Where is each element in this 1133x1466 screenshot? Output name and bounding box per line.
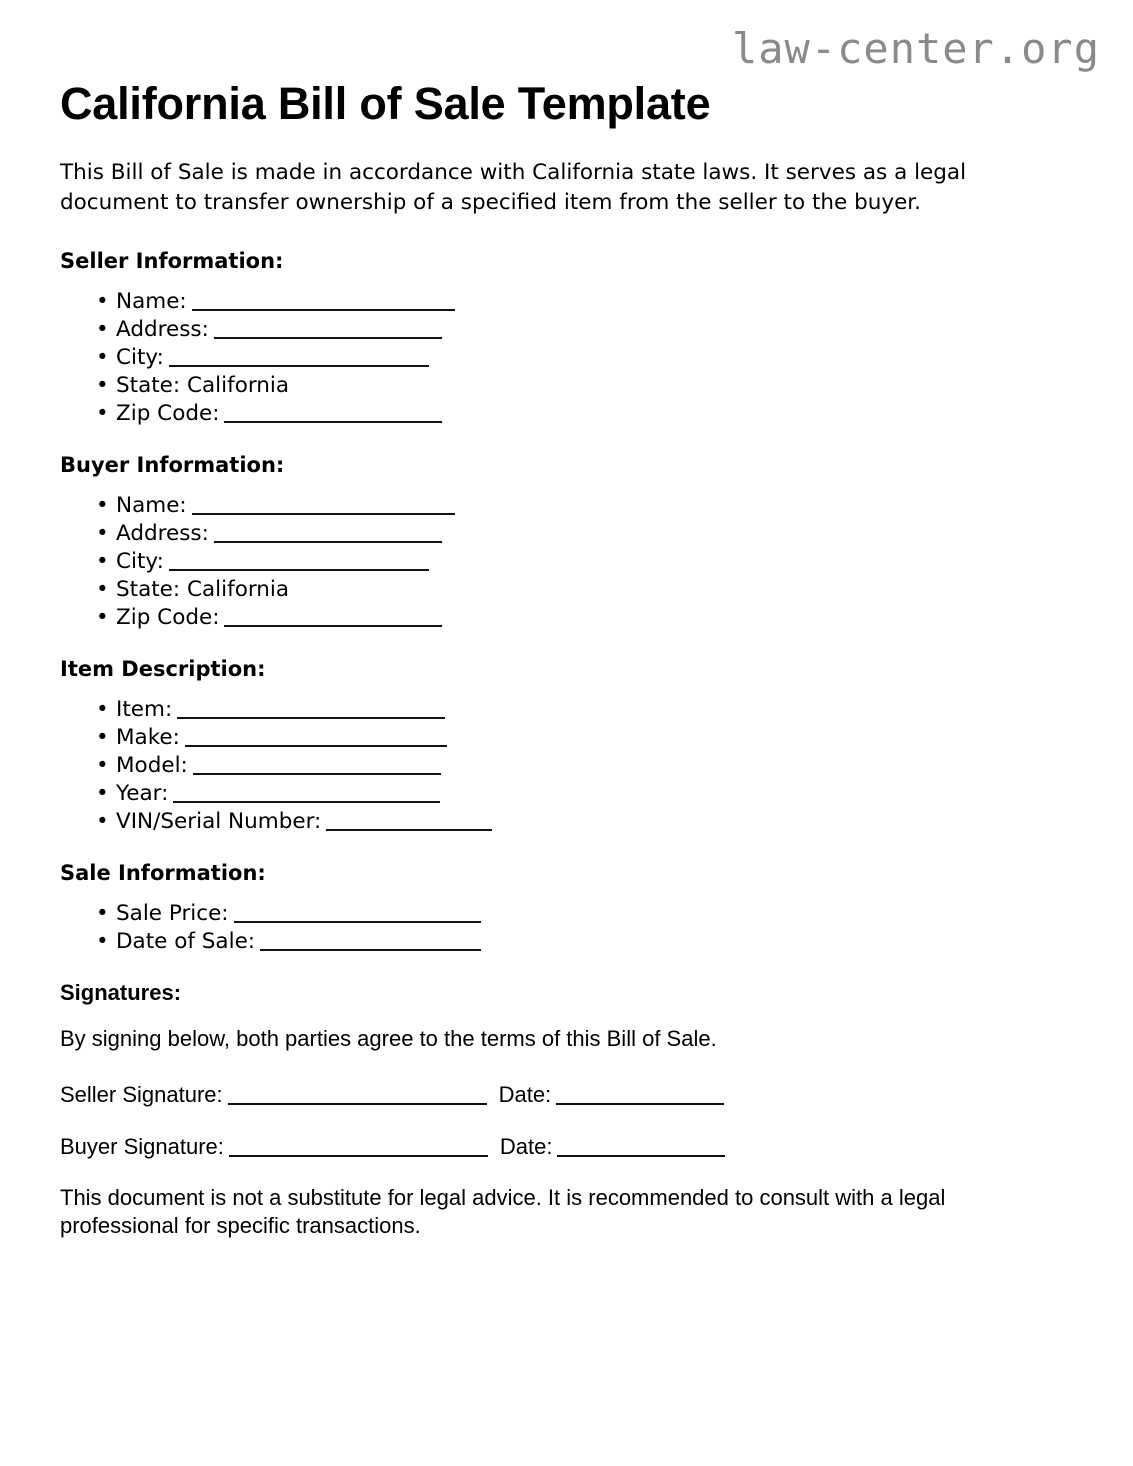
signature-label: Buyer Signature: xyxy=(60,1134,224,1159)
field-label: Zip Code: xyxy=(116,605,220,630)
bullet-icon: • xyxy=(96,373,109,398)
field-label: Address: xyxy=(116,317,209,342)
field-label: Name: xyxy=(116,289,187,314)
field-label: Name: xyxy=(116,493,187,518)
signature-blank-line[interactable] xyxy=(229,1136,488,1157)
signatures-intro: By signing below, both parties agree to the terms of this Bill of Sale. xyxy=(60,1026,717,1051)
bullet-icon: • xyxy=(96,929,109,954)
bullet-icon: • xyxy=(96,493,109,518)
field-blank-line[interactable] xyxy=(260,930,481,951)
field-blank-line[interactable] xyxy=(169,550,429,571)
field-list xyxy=(60,696,1073,836)
site-watermark: law-center.org xyxy=(731,24,1100,73)
sections-container xyxy=(60,248,1073,956)
signature-rows-container xyxy=(60,1080,1073,1162)
field-label: Item: xyxy=(116,697,173,722)
field-label: Year: xyxy=(116,781,169,806)
field-blank-line[interactable] xyxy=(169,346,429,367)
field-row xyxy=(60,492,1073,520)
signature-row xyxy=(60,1080,1073,1110)
bullet-icon: • xyxy=(96,401,109,426)
signature-label: Seller Signature: xyxy=(60,1082,223,1107)
field-blank-line[interactable] xyxy=(214,318,442,339)
field-blank-line[interactable] xyxy=(177,698,445,719)
field-blank-line[interactable] xyxy=(192,494,455,515)
field-blank-line[interactable] xyxy=(224,402,442,423)
field-row xyxy=(60,288,1073,316)
field-row xyxy=(60,900,1073,928)
field-label: VIN/Serial Number: xyxy=(116,809,322,834)
field-blank-line[interactable] xyxy=(224,606,442,627)
field-blank-line[interactable] xyxy=(234,902,481,923)
signature-row xyxy=(60,1132,1073,1162)
field-blank-line[interactable] xyxy=(192,290,455,311)
bullet-icon: • xyxy=(96,521,109,546)
legal-disclaimer: This document is not a substitute for legal advice. It is recommended to consult with a legal professional for specific transactions. xyxy=(60,1185,946,1238)
field-value: California xyxy=(180,577,290,602)
signatures-heading: Signatures: xyxy=(60,980,182,1005)
field-blank-line[interactable] xyxy=(326,810,492,831)
field-row xyxy=(60,548,1073,576)
field-label: City: xyxy=(116,549,164,574)
field-list xyxy=(60,288,1073,428)
section-heading: Item Description: xyxy=(60,657,266,681)
bullet-icon: • xyxy=(96,781,109,806)
field-row xyxy=(60,752,1073,780)
bullet-icon: • xyxy=(96,753,109,778)
field-row xyxy=(60,520,1073,548)
field-row xyxy=(60,316,1073,344)
field-blank-line[interactable] xyxy=(185,726,447,747)
document-body xyxy=(60,78,1073,1240)
bullet-icon: • xyxy=(96,901,109,926)
field-list xyxy=(60,900,1073,956)
field-value: California xyxy=(180,373,290,398)
field-label: City: xyxy=(116,345,164,370)
field-label: Zip Code: xyxy=(116,401,220,426)
date-blank-line[interactable] xyxy=(557,1136,725,1157)
date-blank-line[interactable] xyxy=(556,1084,724,1105)
field-label: Address: xyxy=(116,521,209,546)
field-row xyxy=(60,780,1073,808)
bullet-icon: • xyxy=(96,605,109,630)
field-label: Date of Sale: xyxy=(116,929,256,954)
field-blank-line[interactable] xyxy=(214,522,442,543)
bullet-icon: • xyxy=(96,725,109,750)
field-row xyxy=(60,400,1073,428)
field-label: Model: xyxy=(116,753,188,778)
field-row xyxy=(60,344,1073,372)
field-blank-line[interactable] xyxy=(193,754,441,775)
bullet-icon: • xyxy=(96,317,109,342)
date-label: Date: xyxy=(499,1134,553,1159)
intro-paragraph: This Bill of Sale is made in accordance with California state laws. It serves as a legal document to transfer ownership of a specified item from the seller to the buyer. xyxy=(60,160,967,215)
signature-blank-line[interactable] xyxy=(228,1084,487,1105)
section-heading: Buyer Information: xyxy=(60,453,285,477)
field-row xyxy=(60,372,1073,400)
field-row xyxy=(60,724,1073,752)
field-list xyxy=(60,492,1073,632)
field-row xyxy=(60,604,1073,632)
bullet-icon: • xyxy=(96,549,109,574)
bullet-icon: • xyxy=(96,577,109,602)
bullet-icon: • xyxy=(96,697,109,722)
date-label: Date: xyxy=(498,1082,552,1107)
field-label: State: xyxy=(116,577,181,602)
field-row xyxy=(60,808,1073,836)
bullet-icon: • xyxy=(96,809,109,834)
page-title: California Bill of Sale Template xyxy=(60,78,711,129)
field-label: State: xyxy=(116,373,181,398)
field-label: Sale Price: xyxy=(116,901,229,926)
bullet-icon: • xyxy=(96,345,109,370)
field-row xyxy=(60,696,1073,724)
bullet-icon: • xyxy=(96,289,109,314)
section-heading: Sale Information: xyxy=(60,861,266,885)
field-row xyxy=(60,928,1073,956)
field-row xyxy=(60,576,1073,604)
field-blank-line[interactable] xyxy=(173,782,440,803)
section-heading: Seller Information: xyxy=(60,249,284,273)
field-label: Make: xyxy=(116,725,180,750)
